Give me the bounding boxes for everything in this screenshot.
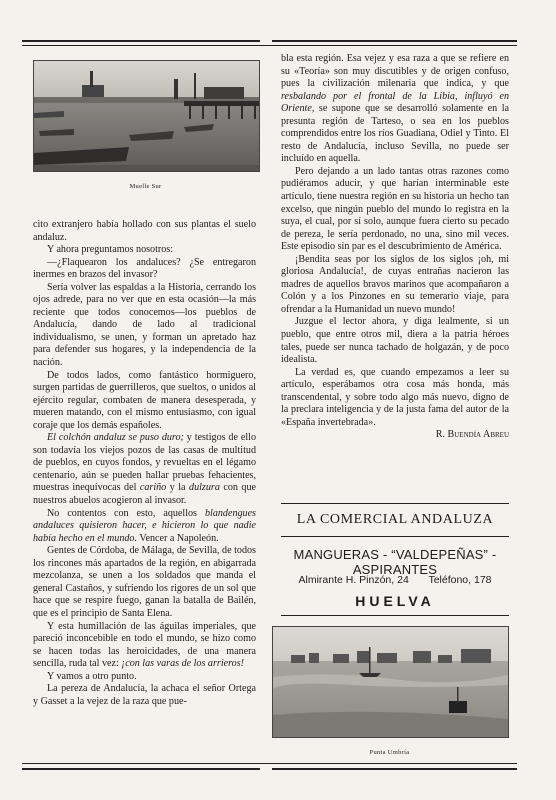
left-column-paragraph: Gentes de Córdoba, de Málaga, de Sevilla, de todos los rincones más apartados de la región, en abigarrada mezcolanza, se unen a los soldados que manda el general Castaños, y sufriendo los rigores de un sol que hace que se respire fuego, ganan la batalla de Bailén, que es el principio de Santa Elena. — [33, 545, 256, 619]
left-column-paragraph: —¿Flaquearon los andaluces? ¿Se entregaron inermes en brazos del invasor? — [33, 256, 256, 281]
left-column-paragraph: Y vamos a otro punto. — [47, 670, 137, 682]
photo-caption-muelle-sur: Muelle Sur — [129, 183, 162, 190]
right-column-paragraph: La verdad es, que cuando empezamos a leer su artículo, esperábamos otra cosa más honda, más transcendental, y sobre todo algo más nuevo, digno de la preclara inteligencia y de la justa fama del autor de la «España invertebrada». — [281, 366, 509, 428]
right-column-paragraph: Pero dejando a un lado tantas otras razones como pudiéramos aducir, y que harían interminable este artículo, tiene nuestra región en su historia un hecho tan excelso, que ningún pueblo del mundo lo registra en la suya, el cual, por sí solo, aunque fuera cierto su pecado de pereza, le sería perdonado, no una, sino mil veces. Este episodio sin par es el descubrimiento de América. — [281, 165, 509, 253]
right-column-paragraph: Juzgue el lector ahora, y diga lealmente, si un pueblo, que entre otros mil, diera a la patria héroes tales, puede ser nunca tachado de holgazán, y de poco idealista. — [281, 316, 509, 366]
left-column-paragraph: Y esta humillación de las águilas imperiales, que pareció inconcebible en todo el mundo, se hizo como se hacen todas las heroicidades, de una manera sencilla, ruda tal vez: ¡con las varas de los arrieros! — [33, 620, 256, 670]
harbor-photo-image — [34, 61, 259, 171]
photo-caption-punta-umbria: Punta Umbría — [369, 749, 410, 756]
ad-city: HUELVA — [355, 593, 435, 609]
left-column-paragraph: La pereza de Andalucía, la achaca el señor Ortega y Gasset a la vejez de la raza que pue- — [33, 683, 256, 707]
left-column-paragraph: No contentos con esto, aquellos blandengues andaluces quisieron hacer, e hicieron lo que nadie había hecho en el mundo. Vencer a Napoleón. — [33, 507, 256, 544]
top-rule-thin — [22, 45, 517, 46]
left-column-paragraph: Y ahora preguntamos nosotros: — [47, 244, 174, 256]
left-column-paragraph: cito extranjero había hollado con sus plantas el suelo andaluz. — [33, 219, 256, 243]
bottom-rule-thin — [22, 763, 517, 764]
right-column-paragraph: bla esta región. Esa vejez y esa raza a que se refiere en su «Teoría» son muy discutibles y de origen confuso, pues la civilización milenaria que indica, y que resbalando por el frontal de la Libia, influyó en Oriente, se supone que se desarrolló solamente en la presunta región de Tarteso, o sea en los pueblos comprendidos entre los ríos Guadiana, Odiel y Tinto. El resto de Andalucía, incluso Sevilla, no puede ser incluído en aquella. — [281, 53, 509, 165]
article-signature: R. Buendía Abreu — [435, 429, 509, 441]
left-column-paragraph: El colchón andaluz se puso duro; y testigos de ello son todavía los viejos pozos de las casas de multitud de pueblos, en cuyos fondos, y revueltas en el légamo centenario, aún se pueden hallar pruebas fehacientes, muestras inequívocas del cariño y la dulzura con que nuestros abuelos acogieron al invasor. — [33, 432, 256, 507]
article-right-column — [281, 53, 509, 442]
photo-muelle-sur — [33, 60, 260, 172]
ad-rule-mid — [281, 536, 509, 537]
ad-rule-bottom — [281, 615, 509, 616]
top-rule-left — [22, 40, 260, 42]
ad-address-line — [281, 574, 509, 586]
left-column-paragraph: Sería volver las espaldas a la Historia, cerrando los ojos adrede, para no ver que en esta ocasión—la más reciente que todos conocemos—los pueblos de Andalucía, dando de lado al tradicional individualismo, se unen, y forman un apretado haz para defender sus hogares, y la independencia de la nación. — [33, 281, 256, 369]
beach-photo-image — [273, 627, 508, 737]
right-column-paragraph: ¡Bendita seas por los siglos de los siglos ¡oh, mi gloriosa Andalucía!, de cuyas entrañas nacieron las madres de aquellos bravos marinos que acompañaron a Colón y a los Pinzones en su temerario viaje, para ofrendar a la Humanidad un nuevo mundo! — [281, 253, 509, 315]
article-left-column — [33, 219, 256, 708]
ad-products: MANGUERAS - “VALDEPEÑAS” - ASPIRANTES — [293, 547, 497, 577]
ad-rule-top — [281, 503, 509, 504]
top-rule-right — [272, 40, 517, 42]
ad-phone: Teléfono, 178 — [428, 574, 492, 586]
ad-address: Almirante H. Pinzón, 24 — [298, 574, 409, 586]
photo-punta-umbria — [272, 626, 509, 738]
left-column-paragraph: De todos lados, como fantástico hormiguero, surgen partidas de guerrilleros, que sueltos, o unidos al ejército regular, combaten de manera desesperada, y mueren matando, con el mismo entusiasmo, con igual coraje que los demás españoles. — [33, 369, 256, 431]
bottom-rule-left — [22, 768, 260, 770]
bottom-rule-right — [272, 768, 517, 770]
ad-title: LA COMERCIAL ANDALUZA — [296, 512, 494, 527]
